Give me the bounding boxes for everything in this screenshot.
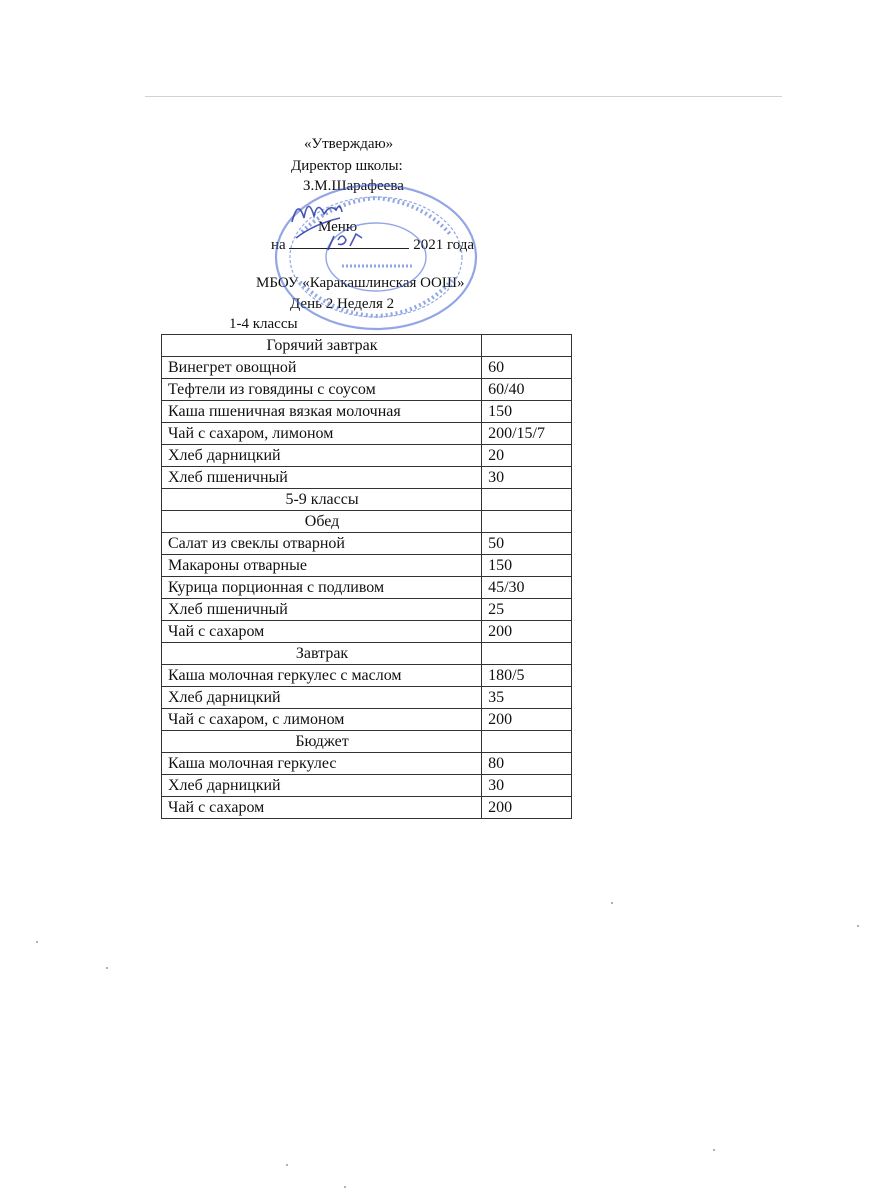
dish-name: Салат из свеклы отварной <box>162 533 482 555</box>
dish-name: Каша пшеничная вязкая молочная <box>162 401 482 423</box>
dish-name: Макароны отварные <box>162 555 482 577</box>
portion-grams: 60/40 <box>482 379 572 401</box>
portion-grams: 200 <box>482 709 572 731</box>
date-prefix: на <box>271 237 286 253</box>
portion-grams <box>482 643 572 665</box>
director-title: Директор школы: <box>291 158 403 174</box>
table-row <box>162 555 572 577</box>
section-title: Завтрак <box>162 643 482 665</box>
director-name: З.М.Шарафеева <box>303 178 404 194</box>
dish-name: Каша молочная геркулес <box>162 753 482 775</box>
scan-edge-line <box>145 96 782 97</box>
portion-grams: 60 <box>482 357 572 379</box>
table-row <box>162 423 572 445</box>
table-row <box>162 467 572 489</box>
section-row <box>162 489 572 511</box>
portion-grams: 45/30 <box>482 577 572 599</box>
dish-name: Чай с сахаром, с лимоном <box>162 709 482 731</box>
table-row <box>162 577 572 599</box>
portion-grams: 50 <box>482 533 572 555</box>
section-title: Обед <box>162 511 482 533</box>
portion-grams: 80 <box>482 753 572 775</box>
date-line <box>271 236 474 254</box>
table-row <box>162 357 572 379</box>
portion-grams: 200/15/7 <box>482 423 572 445</box>
portion-grams: 20 <box>482 445 572 467</box>
section-row <box>162 731 572 753</box>
date-blank <box>289 236 409 249</box>
table-row <box>162 709 572 731</box>
dish-name: Каша молочная геркулес с маслом <box>162 665 482 687</box>
portion-grams <box>482 335 572 357</box>
portion-grams: 150 <box>482 555 572 577</box>
dish-name: Хлеб дарницкий <box>162 775 482 797</box>
dish-name: Чай с сахаром <box>162 621 482 643</box>
portion-grams <box>482 731 572 753</box>
grade-1-4-label: 1-4 классы <box>229 316 298 332</box>
portion-grams: 200 <box>482 621 572 643</box>
dish-name: Хлеб дарницкий <box>162 445 482 467</box>
dish-name: Чай с сахаром <box>162 797 482 819</box>
dish-name: Тефтели из говядины с соусом <box>162 379 482 401</box>
table-row <box>162 445 572 467</box>
dish-name: Винегрет овощной <box>162 357 482 379</box>
table-row <box>162 533 572 555</box>
approval-heading: «Утверждаю» <box>304 136 394 152</box>
table-row <box>162 775 572 797</box>
dish-name: Хлеб дарницкий <box>162 687 482 709</box>
dish-name: Хлеб пшеничный <box>162 467 482 489</box>
section-title: 5-9 классы <box>162 489 482 511</box>
section-row <box>162 511 572 533</box>
section-row <box>162 335 572 357</box>
table-row <box>162 621 572 643</box>
portion-grams: 35 <box>482 687 572 709</box>
dish-name: Курица порционная с подливом <box>162 577 482 599</box>
portion-grams: 200 <box>482 797 572 819</box>
section-title: Бюджет <box>162 731 482 753</box>
school-name: МБОУ «Каракашлинская ООШ» <box>256 275 465 291</box>
portion-grams <box>482 489 572 511</box>
menu-table-body <box>162 335 572 819</box>
table-row <box>162 753 572 775</box>
date-suffix: 2021 года <box>413 237 475 253</box>
portion-grams: 180/5 <box>482 665 572 687</box>
menu-table <box>161 334 572 819</box>
portion-grams: 150 <box>482 401 572 423</box>
table-row <box>162 797 572 819</box>
portion-grams: 25 <box>482 599 572 621</box>
table-row <box>162 687 572 709</box>
portion-grams: 30 <box>482 775 572 797</box>
portion-grams: 30 <box>482 467 572 489</box>
menu-title: Меню <box>318 219 358 235</box>
dish-name: Чай с сахаром, лимоном <box>162 423 482 445</box>
section-title: Горячий завтрак <box>162 335 482 357</box>
dish-name: Хлеб пшеничный <box>162 599 482 621</box>
table-row <box>162 599 572 621</box>
table-row <box>162 665 572 687</box>
section-row <box>162 643 572 665</box>
portion-grams <box>482 511 572 533</box>
table-row <box>162 379 572 401</box>
table-row <box>162 401 572 423</box>
day-week-label: День 2 Неделя 2 <box>290 296 395 312</box>
